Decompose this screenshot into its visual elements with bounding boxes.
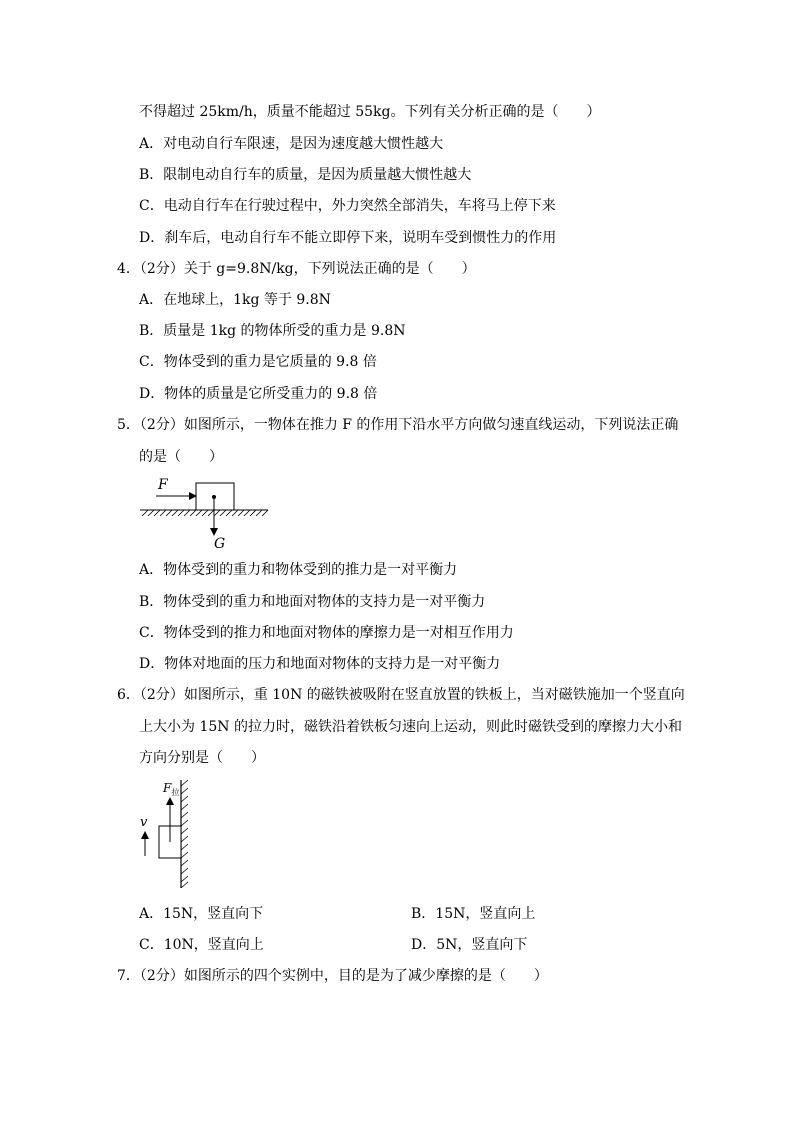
q5-stem-continuation: 的是（ ）: [139, 449, 223, 465]
q5-option-c[interactable]: C．物体受到的推力和地面对物体的摩擦力是一对相互作用力: [139, 625, 514, 641]
q6-option-d[interactable]: D．5N，竖直向下: [411, 937, 528, 953]
q3-option-b[interactable]: B．限制电动自行车的质量，是因为质量越大惯性越大: [139, 167, 472, 183]
pull-force-label: $F_拉$: [163, 781, 180, 797]
gravity-g-label: G: [214, 536, 226, 552]
q4-option-b[interactable]: B．质量是 1kg 的物体所受的重力是 9.8N: [139, 323, 406, 339]
q7-stem: 7．（2分）如图所示的四个实例中，目的是为了减少摩擦的是（ ）: [117, 968, 548, 984]
q5-figure: [136, 472, 276, 552]
q6-option-c[interactable]: C．10N，竖直向上: [139, 937, 264, 953]
q3-option-d[interactable]: D．刹车后，电动自行车不能立即停下来，说明车受到惯性力的作用: [139, 230, 557, 246]
ground-hatching: [140, 510, 268, 516]
velocity-label: v: [140, 815, 148, 830]
q6-figure: [134, 776, 200, 892]
q3-option-c[interactable]: C．电动自行车在行驶过程中，外力突然全部消失，车将马上停下来: [139, 198, 556, 214]
force-f-label: F: [158, 477, 168, 493]
q3-stem-continuation: 不得超过 25km/h，质量不能超过 55kg。下列有关分析正确的是（ ）: [139, 104, 601, 120]
q4-option-a[interactable]: A．在地球上，1kg 等于 9.8N: [139, 292, 331, 308]
q6-option-b[interactable]: B．15N，竖直向上: [411, 906, 536, 922]
q3-option-a[interactable]: A．对电动自行车限速，是因为速度越大惯性越大: [139, 136, 444, 152]
q4-option-d[interactable]: D．物体的质量是它所受重力的 9.8 倍: [139, 386, 378, 402]
q4-option-c[interactable]: C．物体受到的重力是它质量的 9.8 倍: [139, 354, 377, 370]
q5-option-a[interactable]: A．物体受到的重力和物体受到的推力是一对平衡力: [139, 562, 458, 578]
q5-stem: 5．（2分）如图所示，一物体在推力 F 的作用下沿水平方向做匀速直线运动，下列说法正确: [117, 417, 679, 433]
q6-stem-continuation-2: 方向分别是（ ）: [139, 750, 265, 766]
q6-stem: 6．（2分）如图所示，重 10N 的磁铁被吸附在竖直放置的铁板上，当对磁铁施加一个竖直向: [117, 687, 685, 703]
q5-option-b[interactable]: B．物体受到的重力和地面对物体的支持力是一对平衡力: [139, 594, 486, 610]
q6-option-a[interactable]: A．15N，竖直向下: [139, 906, 264, 922]
q4-stem: 4．（2分）关于 g=9.8N/kg，下列说法正确的是（ ）: [117, 261, 476, 277]
iron-plate: [181, 780, 188, 888]
q6-stem-continuation-1: 上大小为 15N 的拉力时，磁铁沿着铁板匀速向上运动，则此时磁铁受到的摩擦力大小和: [139, 719, 682, 735]
q5-option-d[interactable]: D．物体对地面的压力和地面对物体的支持力是一对平衡力: [139, 656, 501, 672]
